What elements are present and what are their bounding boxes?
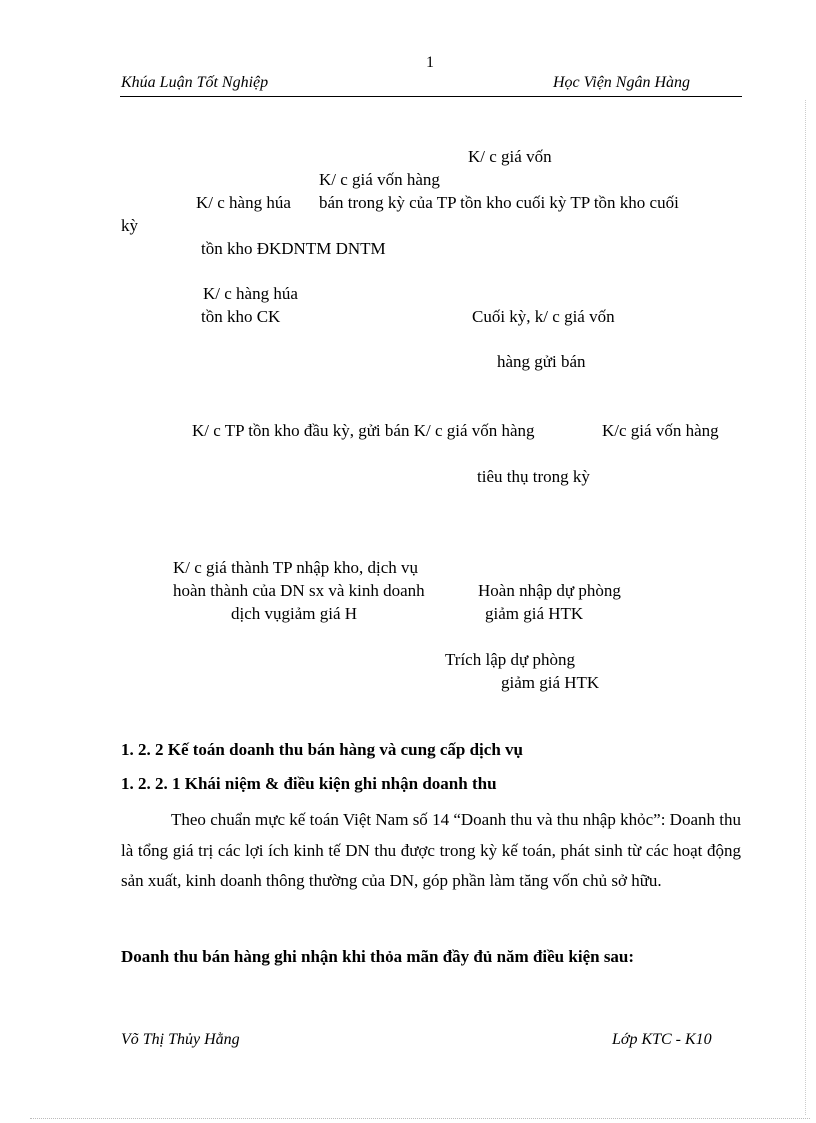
conditions-intro: Doanh thu bán hàng ghi nhận khi thỏa mãn đầy đủ năm điều kiện sau: xyxy=(121,947,635,966)
diagram-kc-gia-von: K/ c giá vốn xyxy=(468,147,552,166)
header-divider xyxy=(120,96,742,97)
diagram-ban-trong-ky: bán trong kỳ của TP tồn kho cuối kỳ TP tồn kho cuối xyxy=(319,193,679,212)
diagram-kc-tp-ton-kho: K/ c TP tồn kho đầu kỳ, gửi bán K/ c giá vốn hàng xyxy=(192,421,535,440)
body-paragraph-text: Theo chuẩn mực kế toán Việt Nam số 14 “Doanh thu và thu nhập khỏc”: Doanh thu là tổng giá trị các lợi ích kinh tế DN thu được trong kỳ kế toán, phát sinh từ các hoạt động sản xuất, kinh doanh thông thường của DN, góp phần làm tăng vốn chủ sở hữu. xyxy=(121,810,741,890)
section-heading: 1. 2. 2 Kế toán doanh thu bán hàng và cung cấp dịch vụ xyxy=(121,740,523,759)
diagram-ton-kho-ck: tồn kho CK xyxy=(201,307,281,326)
diagram-trich-lap-2: giảm giá HTK xyxy=(501,673,600,692)
footer-author: Võ Thị Thủy Hằng xyxy=(121,1031,240,1048)
subsection-heading: 1. 2. 2. 1 Khái niệm & điều kiện ghi nhận doanh thu xyxy=(121,774,497,793)
diagram-kc-gia-von-hang-2: K/c giá vốn hàng xyxy=(602,421,719,440)
diagram-kc-hang-hua: K/ c hàng húa xyxy=(196,193,291,212)
diagram-cuoi-ky: Cuối kỳ, k/ c giá vốn xyxy=(472,307,615,326)
diagram-hang-gui-ban: hàng gửi bán xyxy=(497,352,586,371)
diagram-kc-hang-hua-2: K/ c hàng húa xyxy=(203,284,298,303)
page-right-edge xyxy=(805,100,806,1115)
page-bottom-edge xyxy=(30,1118,810,1119)
footer-class: Lớp KTC - K10 xyxy=(612,1031,712,1048)
diagram-ky: kỳ xyxy=(121,216,138,235)
diagram-kc-gia-thanh-1: K/ c giá thành TP nhập kho, dịch vụ xyxy=(173,558,419,577)
body-paragraph xyxy=(121,805,741,897)
header-thesis-title: Khúa Luận Tốt Nghiệp xyxy=(121,74,269,91)
page-number: 1 xyxy=(426,54,434,71)
diagram-hoan-nhap-1: Hoàn nhập dự phòng xyxy=(478,581,621,600)
header-institution: Học Viện Ngân Hàng xyxy=(553,74,691,91)
diagram-trich-lap-1: Trích lập dự phòng xyxy=(445,650,575,669)
diagram-ton-kho-dk: tồn kho ĐKDNTM DNTM xyxy=(201,239,386,258)
diagram-tieu-thu: tiêu thụ trong kỳ xyxy=(477,467,590,486)
diagram-kc-gia-von-hang: K/ c giá vốn hàng xyxy=(319,170,440,189)
diagram-kc-gia-thanh-3: dịch vụgiảm giá H xyxy=(231,604,358,623)
diagram-hoan-nhap-2: giảm giá HTK xyxy=(485,604,584,623)
diagram-kc-gia-thanh-2: hoàn thành của DN sx và kinh doanh xyxy=(173,581,425,600)
